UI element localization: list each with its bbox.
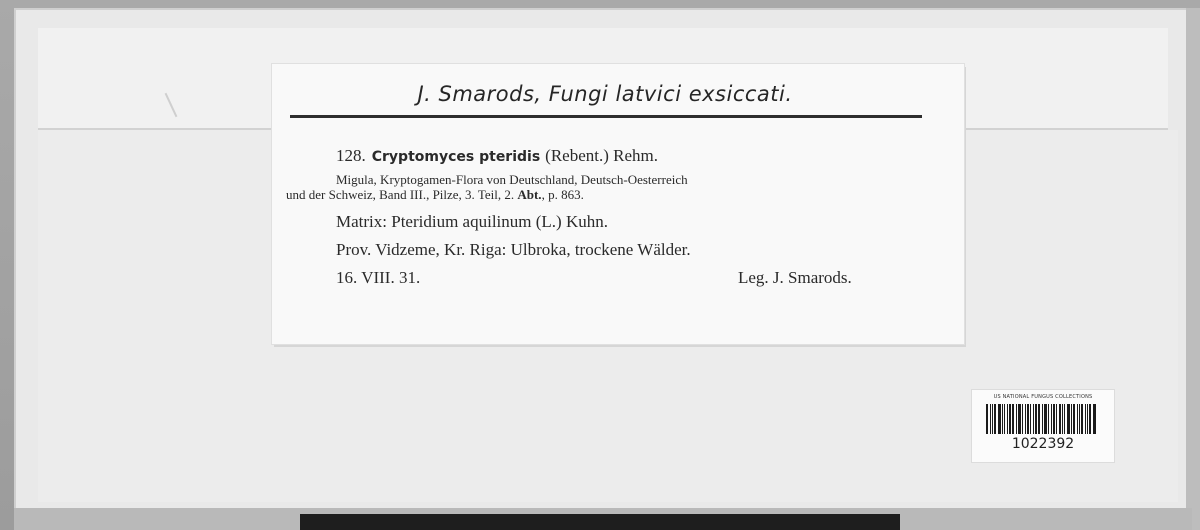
barcode-bar: [1056, 404, 1057, 434]
barcode-bar: [1093, 404, 1096, 434]
barcode-bar: [990, 404, 991, 434]
barcode-number: 1022392: [1011, 436, 1075, 452]
reference-line-2-prefix: und der Schweiz, Band III., Pilze, 3. Teil, 2.: [286, 187, 515, 202]
barcode-bar: [1025, 404, 1026, 434]
barcode-bar: [1089, 404, 1091, 434]
reference-line-2-bold: Abt.: [517, 187, 542, 202]
barcode-bar: [1035, 404, 1037, 434]
bottom-dark-strip: [300, 514, 900, 530]
barcode-bar: [994, 404, 996, 434]
barcode-bar: [1033, 404, 1034, 434]
barcode-bar: [1038, 404, 1040, 434]
reference-line-2-suffix: , p. 863.: [541, 187, 584, 202]
species-name: Cryptomyces pteridis: [371, 149, 541, 165]
barcode-bar: [1059, 404, 1061, 434]
barcode-bar: [1073, 404, 1075, 434]
barcode-bar: [986, 404, 988, 434]
barcode-bar: [1081, 404, 1083, 434]
barcode-bar: [1002, 404, 1003, 434]
barcode-label: [972, 390, 1114, 462]
barcode-bar: [992, 404, 993, 434]
barcode-bar: [1027, 404, 1029, 434]
barcode-bar: [1062, 404, 1063, 434]
barcode-bar: [1018, 404, 1021, 434]
exsiccata-number: 128.: [336, 146, 366, 165]
reference-line-1: Migula, Kryptogamen-Flora von Deutschland, Deutsch-Oesterreich: [336, 172, 688, 187]
barcode-bar: [1067, 404, 1070, 434]
reference-line-2: [286, 187, 584, 203]
barcode-bar: [1042, 404, 1043, 434]
label-title: J. Smarods, Fungi latvici exsiccati.: [417, 82, 793, 106]
barcode-bar: [1053, 404, 1055, 434]
species-line: [336, 146, 658, 166]
barcode-bar: [1071, 404, 1072, 434]
barcode-header: US NATIONAL FUNGUS COLLECTIONS: [993, 394, 1093, 400]
barcode-bar: [1077, 404, 1078, 434]
barcode-bar: [1004, 404, 1005, 434]
locality-line: Prov. Vidzeme, Kr. Riga: Ulbroka, trockene Wälder.: [336, 240, 691, 259]
barcode-bar: [1022, 404, 1023, 434]
barcode-bar: [1030, 404, 1031, 434]
barcode-bar: [1085, 404, 1086, 434]
barcode-bar: [1087, 404, 1088, 434]
matrix-line: Matrix: Pteridium aquilinum (L.) Kuhn.: [336, 212, 608, 231]
barcode-bar: [998, 404, 1001, 434]
barcode-bar: [1079, 404, 1080, 434]
title-rule: [290, 115, 922, 118]
barcode-bar: [1044, 404, 1047, 434]
barcode-bar: [1048, 404, 1049, 434]
collection-date: 16. VIII. 31.: [336, 268, 421, 287]
barcode-bar: [1016, 404, 1017, 434]
collector: Leg. J. Smarods.: [738, 268, 852, 287]
right-edge: [1186, 8, 1200, 530]
species-authority: (Rebent.) Rehm.: [545, 146, 659, 165]
barcode-bar: [1009, 404, 1011, 434]
barcode-bar: [1012, 404, 1014, 434]
specimen-label: [272, 64, 964, 344]
barcode-bar: [1064, 404, 1065, 434]
barcode-bars: [986, 404, 1100, 434]
barcode-bar: [1007, 404, 1008, 434]
barcode-bar: [1051, 404, 1052, 434]
